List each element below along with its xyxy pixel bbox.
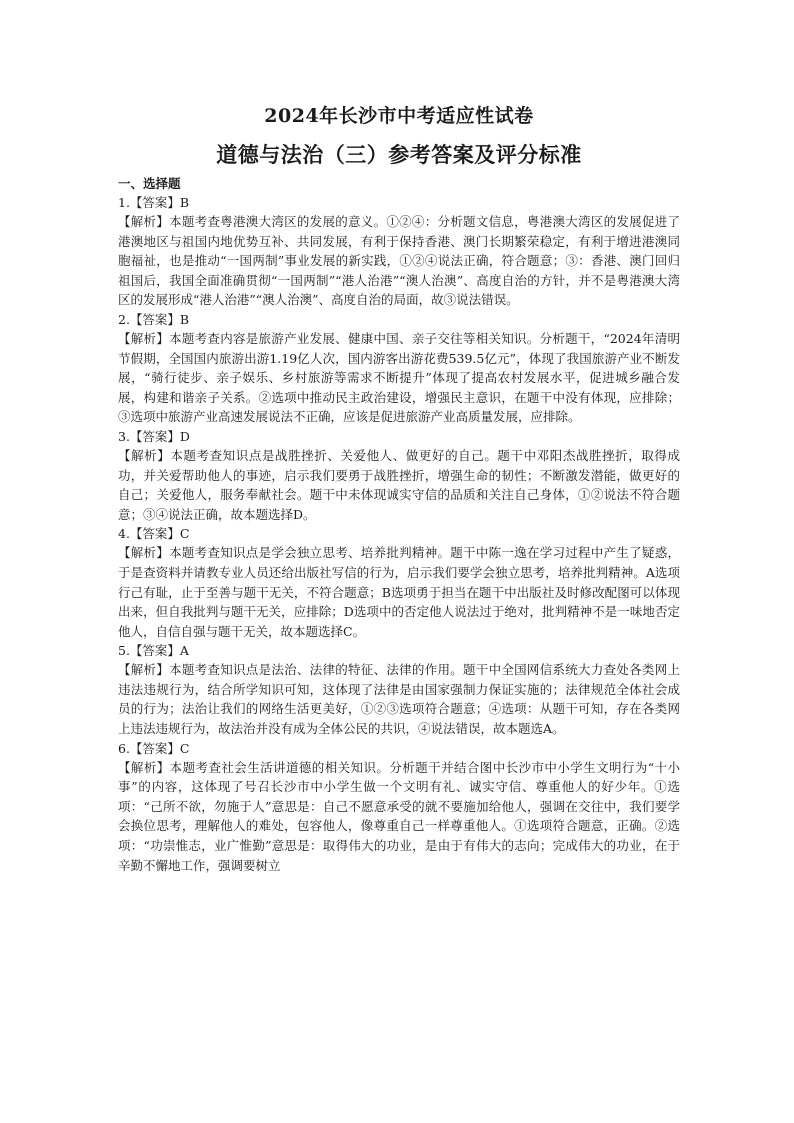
exam-subtitle: 道德与法治（三）参考答案及评分标准 [216,142,582,167]
question-1 [118,193,680,310]
analysis-paragraph: 【解析】本题考查知识点是学会独立思考、培养批判精神。题干中陈一逸在学习过程中产生了疑惑，于是查资料并请教专业人员还给出版社写信的行为，启示我们要学会独立思考，培养批判精神。A选项行己有耻，止于至善与题干无关，不符合题意；B选项勇于担当在题干中出版社及时修改配图可以体现出来，但自我批判与题干无关，应排除；D选项中的否定他人说法过于绝对，批判精神不是一味地否定他人，自信自强与题干无关，故本题选择C。 [118,545,680,639]
analysis-paragraph: 【解析】本题考查粤港澳大湾区的发展的意义。①②④：分析题文信息，粤港澳大湾区的发展促进了港澳地区与祖国内地优势互补、共同发展，有利于保持香港、澳门长期繁荣稳定，有利于增进港澳同胞福祉，也是推动“一国两制”事业发展的新实践，①②④说法正确，符合题意；③：香港、澳门回归祖国后，我国全面准确贯彻“一国两制”“港人治港”“澳人治澳”、高度自治的方针，并不是粤港澳大湾区的发展形成“港人治港”“澳人治澳”、高度自治的局面，故③说法错误。 [118,214,680,308]
question-3 [118,427,680,524]
question-4 [118,524,680,641]
question-2 [118,310,680,427]
answer-line: 1.【答案】B [118,195,190,210]
exam-title: 2024年长沙市中考适应性试卷 [264,105,534,127]
question-5 [118,641,680,738]
analysis-paragraph: 【解析】本题考查内容是旅游产业发展、健康中国、亲子交往等相关知识。分析题干，“2024年清明节假期，全国国内旅游出游1.19亿人次，国内游客出游花费539.5亿元”，体现了我国旅游产业不断发展，“骑行徒步、亲子娱乐、乡村旅游等需求不断提升”体现了提高农村发展水平，促进城乡融合发展，构建和谐亲子关系。②选项中推动民主政治建设，增强民主意识，在题干中没有体现，应排除；③选项中旅游产业高速发展说法不正确，应该是促进旅游产业高质量发展，应排除。 [118,330,680,425]
answer-line: 2.【答案】B [118,311,190,327]
analysis-paragraph: 【解析】本题考查社会生活讲道德的相关知识。分析题干并结合图中长沙市中小学生文明行为“十小事”的内容，这体现了号召长沙市中小学生做一个文明有礼、诚实守信、尊重他人的好少年。①选项：“己所不欲，勿施于人”意思是：自己不愿意承受的就不要施加给他人，强调在交往中，我们要学会换位思考，理解他人的难处，包容他人，像尊重自己一样尊重他人。①选项符合题意，正确。②选项：“功崇惟志，业广惟勤”意思是：取得伟大的功业，是由于有伟大的志向；完成伟大的功业，在于辛勤不懈地工作，强调要树立 [118,759,680,873]
analysis-paragraph: 【解析】本题考查知识点是战胜挫折、关爱他人、做更好的自己。题干中邓阳杰战胜挫折，取得成功，并关爱帮助他人的事迹，启示我们要勇于战胜挫折，增强生命的韧性；不断激发潜能，做更好的自己；关爱他人，服务奉献社会。题干中未体现诚实守信的品质和关注自己身体，①②说法不符合题意；③④说法正确，故本题选择D。 [118,447,680,522]
document-page [118,102,680,875]
answer-line: 6.【答案】C [118,740,190,756]
answer-line: 4.【答案】C [118,526,190,542]
section-heading: 一、选择题 [118,176,181,191]
question-6 [118,739,680,876]
answer-line: 5.【答案】A [118,643,189,659]
analysis-paragraph: 【解析】本题考查知识点是法治、法律的特征、法律的作用。题干中全国网信系统大力查处各类网上违法违规行为，结合所学知识可知，这体现了法律是由国家强制力保证实施的；法律规范全体社会成员的行为；法治让我们的网络生活更美好，①②③选项符合题意；④选项：从题干可知，存在各类网上违法违规行为，故法治并没有成为全体公民的共识，④说法错误，故本题选A。 [118,662,680,737]
answer-line: 3.【答案】D [118,428,190,444]
